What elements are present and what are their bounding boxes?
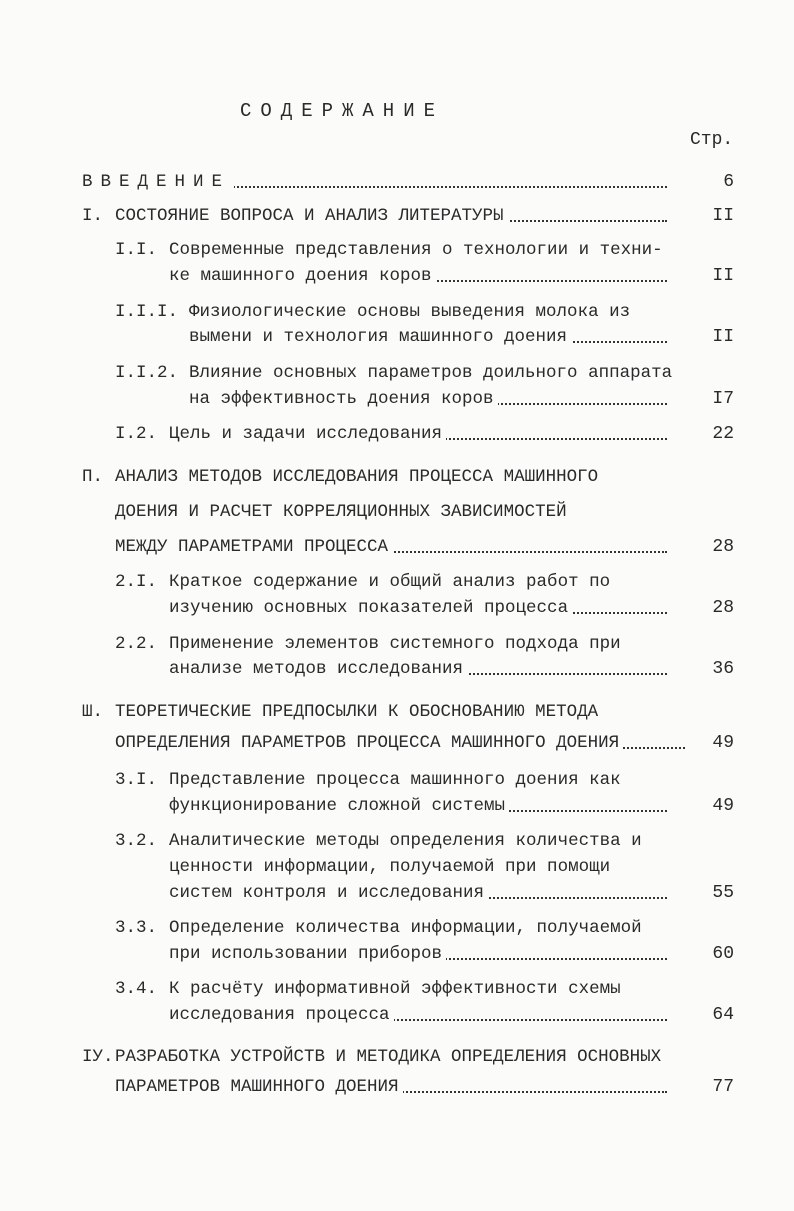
section-number: 2.I. — [115, 572, 158, 592]
toc-entry-s2-1: изучению основных показателей процесса — [169, 598, 667, 618]
toc-entry-s1-2: Цель и задачи исследования — [169, 424, 667, 444]
toc-entry-line: К расчёту информативной эффективности схемы — [169, 979, 621, 999]
toc-entry-line: Современные представления о технологии и техни- — [169, 240, 663, 260]
page-number: I7 — [712, 389, 734, 409]
toc-entry-line: ценности информации, получаемой при помощи — [169, 857, 611, 877]
section-number: I.I.I. — [115, 302, 179, 322]
section-number: П. — [82, 467, 104, 487]
toc-entry-s2: МЕЖДУ ПАРАМЕТРАМИ ПРОЦЕССА — [115, 537, 667, 557]
section-number: 3.I. — [115, 770, 158, 790]
toc-entry-line: Аналитические методы определения количества и — [169, 831, 642, 851]
toc-entry-s1-1: ке машинного доения коров — [169, 266, 667, 286]
section-number: 3.3. — [115, 918, 158, 938]
page-number: 49 — [712, 796, 734, 816]
toc-entry-s3: ОПРЕДЕЛЕНИЯ ПАРАМЕТРОВ ПРОЦЕССА МАШИННОГО ДОЕНИЯ — [115, 733, 685, 753]
toc-entry-s1-1-2: на эффективность доения коров — [189, 389, 667, 409]
page-number: II — [712, 327, 734, 347]
toc-entry-s3-4: исследования процесса — [169, 1005, 667, 1025]
section-number: 2.2. — [115, 634, 158, 654]
toc-entry-intro: ВВЕДЕНИЕ — [82, 172, 667, 192]
toc-entry-s4: ПАРАМЕТРОВ МАШИННОГО ДОЕНИЯ — [115, 1077, 667, 1097]
toc-entry-line: ДОЕНИЯ И РАСЧЕТ КОРРЕЛЯЦИОННЫХ ЗАВИСИМОСТЕЙ — [115, 502, 567, 522]
toc-entry-s3-3: при использовании приборов — [169, 944, 667, 964]
page-number: 49 — [712, 733, 734, 753]
page-number: 28 — [712, 598, 734, 618]
toc-entry-line: Физиологические основы выведения молока из — [189, 302, 631, 322]
page-number: 22 — [712, 424, 734, 444]
section-number: I.2. — [115, 424, 158, 444]
toc-entry-s3-2: систем контроля и исследования — [169, 883, 667, 903]
toc-entry-line: Влияние основных параметров доильного аппарата — [189, 363, 673, 383]
section-number: Ш. — [82, 702, 104, 722]
toc-entry-line: РАЗРАБОТКА УСТРОЙСТВ И МЕТОДИКА ОПРЕДЕЛЕНИЯ ОСНОВНЫХ — [115, 1047, 662, 1067]
page-number: 6 — [723, 172, 734, 192]
toc-entry-line: Краткое содержание и общий анализ работ по — [169, 572, 611, 592]
page-title: СОДЕРЖАНИЕ — [239, 100, 445, 122]
toc-entry-s2-2: анализе методов исследования — [169, 659, 667, 679]
section-number: I.I.2. — [115, 363, 179, 383]
section-number: 3.4. — [115, 979, 158, 999]
toc-entry-s3-1: функционирование сложной системы — [169, 796, 667, 816]
toc-entry-s1: СОСТОЯНИЕ ВОПРОСА И АНАЛИЗ ЛИТЕРАТУРЫ — [115, 206, 667, 226]
page-number: 60 — [712, 944, 734, 964]
section-number: I.I. — [115, 240, 158, 260]
toc-entry-line: Представление процесса машинного доения как — [169, 770, 621, 790]
page-number: 36 — [712, 659, 734, 679]
page-number: II — [712, 206, 734, 226]
page-number: 28 — [712, 537, 734, 557]
page-number: 64 — [712, 1005, 734, 1025]
toc-entry-line: АНАЛИЗ МЕТОДОВ ИССЛЕДОВАНИЯ ПРОЦЕССА МАШИННОГО — [115, 467, 599, 487]
section-number: I. — [82, 206, 104, 226]
section-number: 3.2. — [115, 831, 158, 851]
toc-entry-line: Определение количества информации, получаемой — [169, 918, 642, 938]
toc-entry-s1-1-1: вымени и технология машинного доения — [189, 327, 667, 347]
toc-entry-line: ТЕОРЕТИЧЕСКИЕ ПРЕДПОСЫЛКИ К ОБОСНОВАНИЮ МЕТОДА — [115, 702, 599, 722]
section-number: IУ. — [82, 1047, 114, 1067]
toc-entry-line: Применение элементов системного подхода при — [169, 634, 621, 654]
page-column-header: Стр. — [690, 130, 734, 150]
page-number: 77 — [712, 1077, 734, 1097]
page-number: II — [712, 266, 734, 286]
page-number: 55 — [712, 883, 734, 903]
